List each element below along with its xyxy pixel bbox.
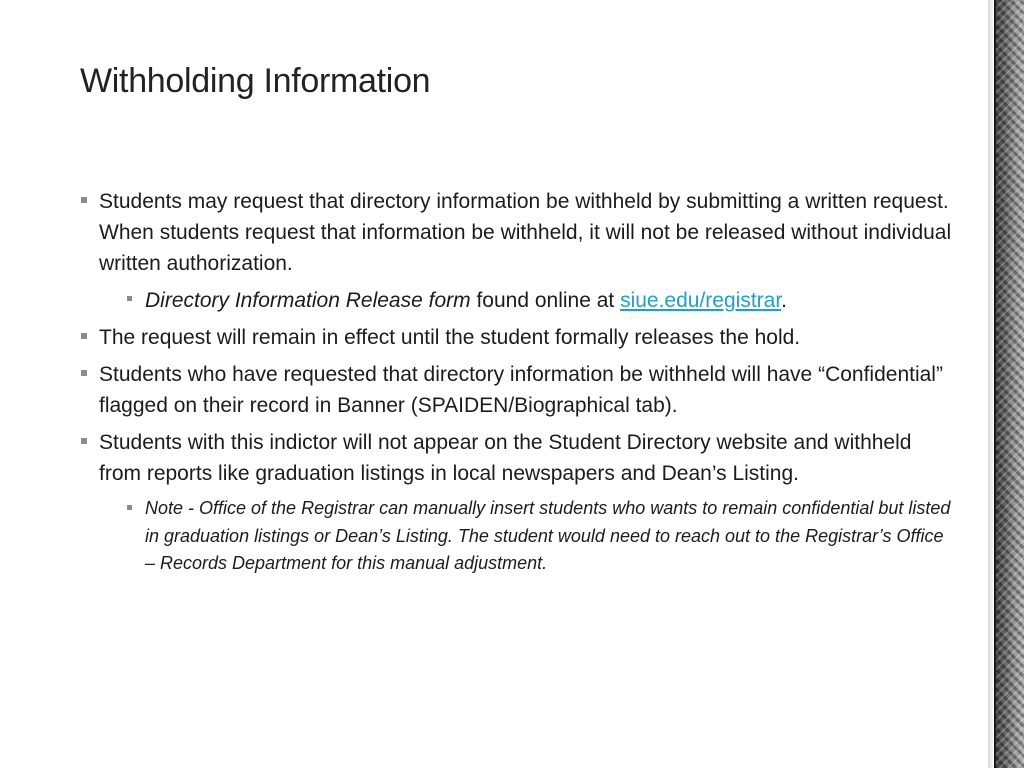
- bullet-text: The request will remain in effect until the student formally releases the hold.: [99, 326, 801, 349]
- bullet-text: Students may request that directory information be withheld by submitting a written request. When students request that information be withheld, it will not be released without individual written authorization.: [99, 190, 952, 275]
- square-bullet-icon: [127, 505, 132, 510]
- bullet-list: [78, 186, 958, 584]
- sub-bullet-release-form: [125, 285, 958, 316]
- square-bullet-icon: [81, 333, 87, 339]
- bullet-text-end: .: [781, 289, 788, 312]
- bullet-item-confidential-flag: [78, 359, 958, 421]
- form-name: Directory Information Release form: [145, 289, 471, 312]
- square-bullet-icon: [81, 370, 87, 376]
- square-bullet-icon: [127, 296, 132, 301]
- bullet-item-request-effect: [78, 322, 958, 353]
- decorative-edge: [988, 0, 1024, 768]
- bullet-text: Students who have requested that directory information be withheld will have “Confidential” flagged on their record in Banner (SPAIDEN/Biographical tab).: [99, 363, 943, 417]
- bullet-text: found online at: [470, 289, 621, 312]
- bullet-item-directory-exclusion: [78, 427, 958, 489]
- registrar-link[interactable]: siue.edu/registrar: [620, 289, 782, 312]
- note-text: Note - Office of the Registrar can manually insert students who wants to remain confidential but listed in graduation listings or Dean’s Listing. The student would need to reach out to the Registrar’s Office – Records Department for this manual adjustment.: [145, 498, 951, 573]
- sub-bullet-registrar-note: [125, 495, 958, 578]
- slide-title: Withholding Information: [80, 62, 431, 100]
- square-bullet-icon: [81, 197, 87, 203]
- bullet-item-written-request: [78, 186, 958, 279]
- square-bullet-icon: [81, 438, 87, 444]
- bullet-text: Students with this indictor will not appear on the Student Directory website and withheld from reports like graduation listings in local newspapers and Dean’s Listing.: [99, 431, 912, 485]
